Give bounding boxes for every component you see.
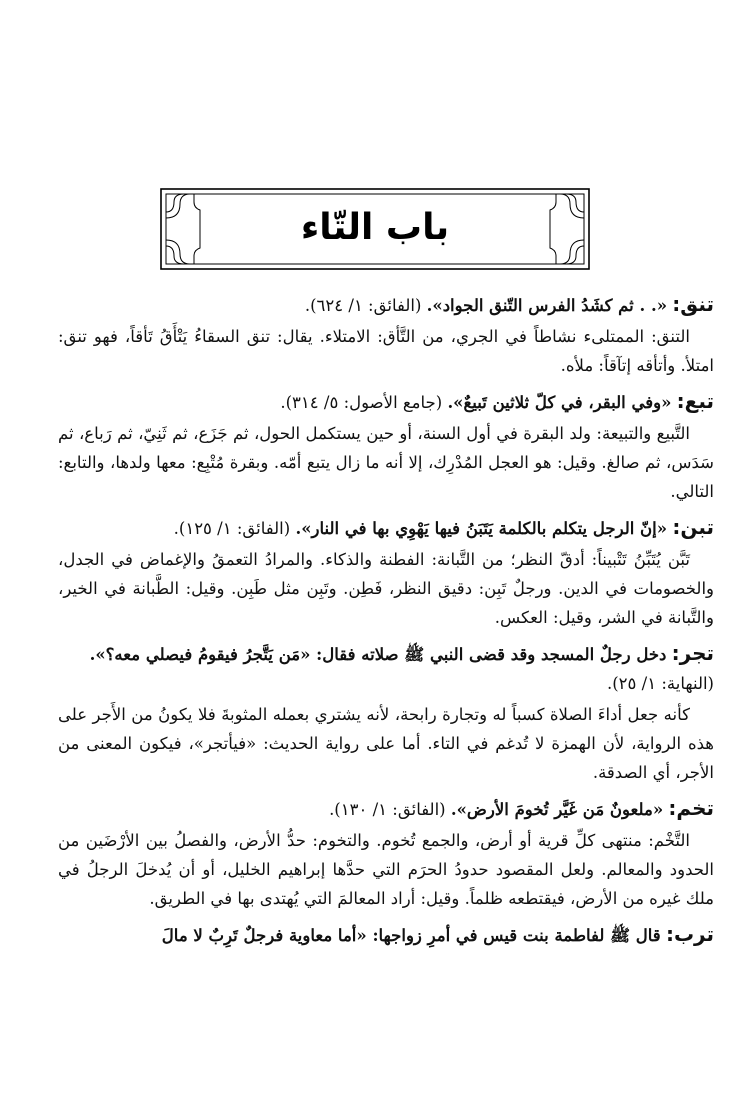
dictionary-entry — [58, 387, 714, 506]
entry-quote: قال ﷺ لفاطمة بنت قيس في أمرِ زواجها: «أما معاوية فرجلٌ تَرِبٌ لا مالَ — [161, 926, 661, 945]
entry-explanation: تَبَّن يُتَبِّنُ تَتْبيناً: أدقّ النظر؛ من التَّبانة: الفطنة والذكاء. والمرادُ التعمقُ والإغماض في الجدل، والخصومات في الدين. ورجلٌ تَبِن: دقيق النظر، فَطِن. وتَبِن مثل طَبِن. وقيل: الطَّبانة في الخير، والتَّبانة في الشر، وقيل: العكس. — [58, 550, 714, 627]
entry-source: (النهاية: ١/ ٢٥). — [606, 674, 714, 693]
entry-source: (الفائق: ١/ ١٢٥). — [173, 519, 291, 538]
entry-source: (الفائق: ١/ ١٣٠). — [329, 800, 446, 819]
dictionary-entry — [58, 290, 714, 380]
dictionary-entry — [58, 920, 714, 950]
entry-heading-line — [58, 387, 714, 417]
entry-explanation: التَّخْم: منتهى كلِّ قرية أو أرض، والجمع تُخوم. والتخوم: حدُّ الأرض، والفصلُ بين الأرْضَين من الحدود والمعالم. ولعل المقصود حدودُ الحرَم التي حدَّها إبراهيم الخليل، أو أن يُدخلَ الرجلُ في ملك غيره من الأرض، فيقتطعه ظلماً. وقيل: أراد المعالمَ التي يُهتدى بها في الطريق. — [58, 831, 714, 908]
entries-list — [58, 290, 714, 957]
dictionary-entry — [58, 513, 714, 632]
entry-word: تخم: — [668, 796, 714, 820]
entry-word: تبع: — [676, 389, 714, 413]
entry-heading-line — [58, 920, 714, 950]
entry-word: تنق: — [672, 292, 714, 316]
entry-quote: «وفي البقر، في كلّ ثلاثين تَبيعٌ». — [447, 393, 672, 412]
entry-quote: «. . ثم كشَدُ الفرس التّنق الجواد». — [426, 296, 668, 315]
entry-source: (الفائق: ١/ ٦٢٤). — [304, 296, 422, 315]
chapter-title-frame — [160, 188, 590, 270]
entry-heading-line — [58, 290, 714, 320]
dictionary-entry — [58, 794, 714, 913]
entry-word: ترب: — [665, 922, 714, 946]
entry-heading-line — [58, 639, 714, 698]
entry-explanation: التنق: الممتلىء نشاطاً في الجري، من التَّأق: الامتلاء. يقال: تنق السقاءُ يَتْأَقُ تَأقاً، فهو تنق: امتلأ. وأتأقه إتآقاً: ملأه. — [58, 327, 714, 375]
entry-quote: «ملعونٌ مَن غَيَّر تُخومَ الأرض». — [450, 800, 664, 819]
entry-heading-line — [58, 794, 714, 824]
chapter-title: باب التّاء — [300, 207, 450, 248]
entry-word: تبن: — [672, 515, 714, 539]
dictionary-entry — [58, 639, 714, 787]
entry-quote: «إنّ الرجل يتكلم بالكلمة يَتَبَنُ فيها يَهْوِي بها في النار». — [295, 519, 668, 538]
entry-quote: دخل رجلٌ المسجد وقد قضى النبي ﷺ صلاته فقال: «مَن يَتَّجرُ فيقومُ فيصلي معه؟». — [89, 645, 667, 664]
entry-word: تجر: — [671, 641, 714, 665]
entry-source: (جامع الأصول: ٥/ ٣١٤). — [280, 393, 443, 412]
entry-heading-line — [58, 513, 714, 543]
entry-explanation: كأنه جعل أداءَ الصلاة كسباً له وتجارة رابحة، لأنه يشتري بعمله المثوبةَ فلا يكونُ من الأَجر على هذه الرواية، لأن الهمزة لا تُدغم في التاء. أما على رواية الحديث: «فيأتجر»، فيكون المعنى من الأجر، أي الصدقة. — [58, 705, 715, 782]
entry-explanation: التَّبيع والتبيعة: ولد البقرة في أول السنة، أو حين يستكمل الحول، ثم جَزَع، ثم ثَنِيّ، ثم رَباع، ثم سَدَس، ثم صالغ. وقيل: هو العجل المُدْرِك، إلا أنه ما زال يتبع أمّه. وبقرة مُتْبِع: معها ولدها، والتابع: التالي. — [58, 424, 714, 501]
